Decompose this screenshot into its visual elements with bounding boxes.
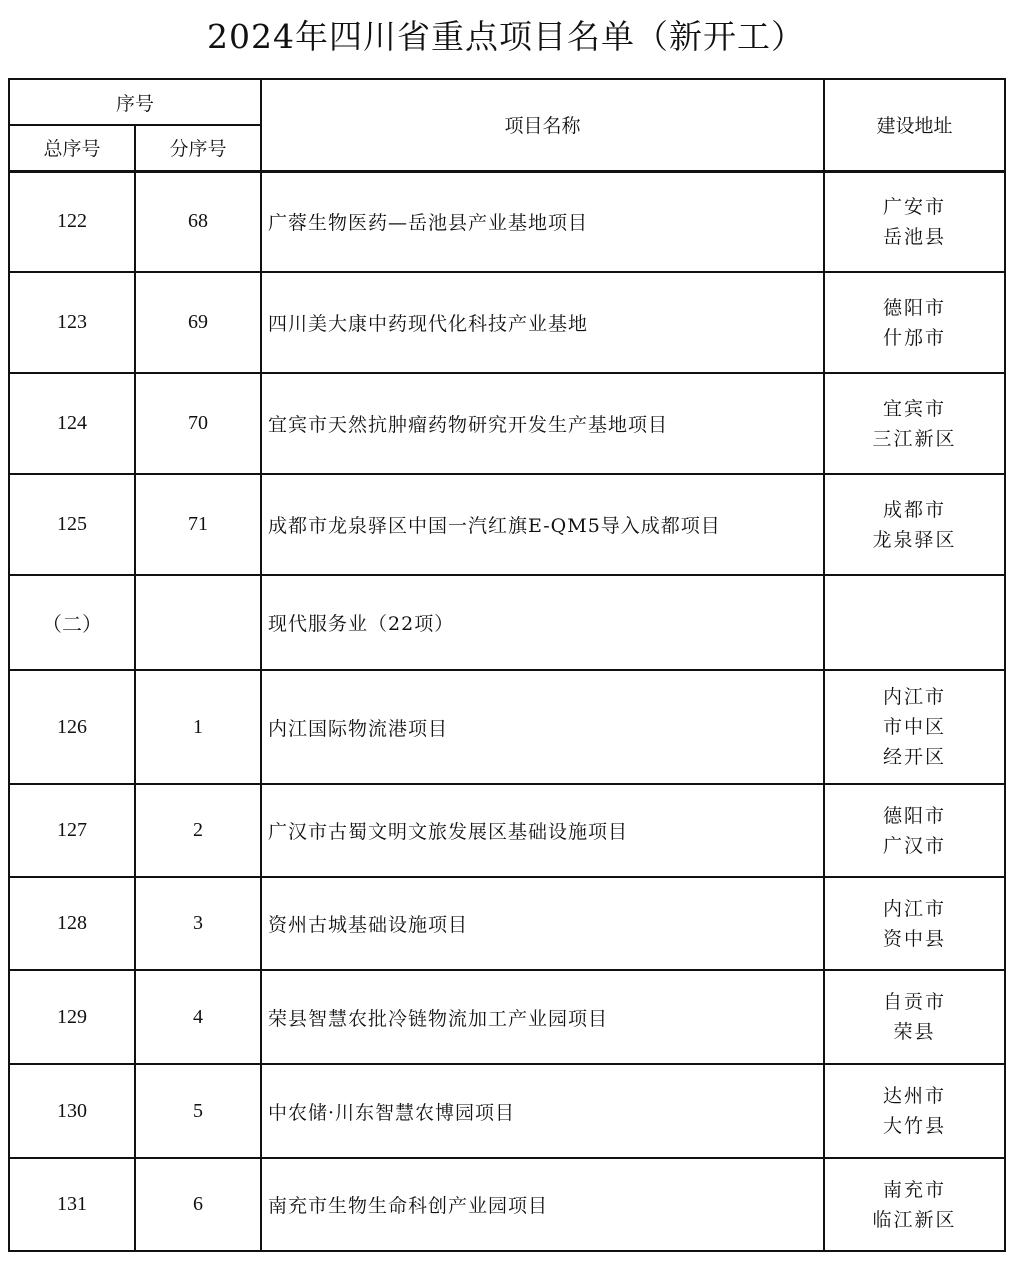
total-seq-cell: 131 (9, 1158, 135, 1251)
address-line: 市中区 (883, 716, 947, 738)
address-line: 成都市 (883, 498, 947, 521)
sub-seq-cell: 1 (135, 670, 261, 784)
total-seq-cell: 123 (9, 272, 135, 373)
address-line: 岳池县 (883, 225, 947, 248)
address-cell (824, 575, 1005, 670)
project-name-header: 项目名称 (261, 79, 824, 171)
address-line: 资中县 (883, 927, 947, 950)
sub-seq-cell: 69 (135, 272, 261, 373)
table-row (9, 877, 1005, 970)
address-cell (824, 474, 1005, 575)
project-name-cell: 南充市生物生命科创产业园项目 (261, 1158, 824, 1251)
table-row (9, 171, 1005, 272)
sub-seq-cell: 5 (135, 1064, 261, 1158)
address-line: 自贡市 (883, 991, 947, 1013)
total-seq-header: 总序号 (9, 125, 135, 171)
table-row (9, 784, 1005, 877)
address-cell (824, 171, 1005, 272)
address-line: 经开区 (883, 746, 947, 768)
address-cell (824, 877, 1005, 970)
project-name-cell: 内江国际物流港项目 (261, 670, 824, 784)
sub-seq-cell: 4 (135, 970, 261, 1064)
address-cell (824, 373, 1005, 474)
address-line: 三江新区 (872, 427, 957, 450)
sub-seq-cell: 68 (135, 171, 261, 272)
address-line: 临江新区 (872, 1208, 957, 1231)
total-seq-cell: 126 (9, 670, 135, 784)
address-cell (824, 1064, 1005, 1158)
project-name-cell: 广蓉生物医药—岳池县产业基地项目 (261, 171, 824, 272)
table-row (9, 474, 1005, 575)
project-name-cell: 资州古城基础设施项目 (261, 877, 824, 970)
total-seq-cell: 124 (9, 373, 135, 474)
address-cell (824, 272, 1005, 373)
address-line: 德阳市 (883, 296, 947, 319)
total-seq-cell: 125 (9, 474, 135, 575)
address-cell (824, 670, 1005, 784)
address-line: 达州市 (883, 1085, 947, 1107)
total-seq-cell: 128 (9, 877, 135, 970)
address-line: 什邡市 (883, 326, 947, 349)
address-line: 德阳市 (883, 804, 947, 827)
address-line: 南充市 (883, 1178, 947, 1201)
project-name-cell: 广汉市古蜀文明文旅发展区基础设施项目 (261, 784, 824, 877)
address-line: 内江市 (883, 897, 947, 920)
address-cell (824, 1158, 1005, 1251)
sub-seq-cell: 6 (135, 1158, 261, 1251)
table-row (9, 970, 1005, 1064)
total-seq-cell: 122 (9, 171, 135, 272)
total-seq-cell: 127 (9, 784, 135, 877)
address-line: 荣县 (893, 1021, 936, 1043)
project-name-cell: 现代服务业（22项） (261, 575, 824, 670)
table-row (9, 575, 1005, 670)
address-line: 大竹县 (883, 1115, 947, 1137)
table-row (9, 1158, 1005, 1251)
project-name-cell: 四川美大康中药现代化科技产业基地 (261, 272, 824, 373)
address-line: 广汉市 (883, 834, 947, 857)
address-header: 建设地址 (824, 79, 1005, 171)
total-seq-cell: 129 (9, 970, 135, 1064)
project-table (8, 78, 1006, 1252)
total-seq-cell: （二） (9, 575, 135, 670)
page-title: 2024年四川省重点项目名单（新开工） (207, 17, 805, 56)
project-name-cell: 荣县智慧农批冷链物流加工产业园项目 (261, 970, 824, 1064)
sub-seq-header: 分序号 (135, 125, 261, 171)
address-line: 龙泉驿区 (872, 528, 957, 551)
table-row (9, 670, 1005, 784)
seq-group-header: 序号 (9, 79, 261, 125)
address-line: 内江市 (883, 686, 947, 708)
sub-seq-cell: 70 (135, 373, 261, 474)
table-body (9, 171, 1005, 1251)
table-row (9, 272, 1005, 373)
address-line: 宜宾市 (883, 397, 947, 420)
project-name-cell: 宜宾市天然抗肿瘤药物研究开发生产基地项目 (261, 373, 824, 474)
sub-seq-cell: 2 (135, 784, 261, 877)
sub-seq-cell: 3 (135, 877, 261, 970)
sub-seq-cell (135, 575, 261, 670)
sub-seq-cell: 71 (135, 474, 261, 575)
project-name-cell: 成都市龙泉驿区中国一汽红旗E-QM5导入成都项目 (261, 474, 824, 575)
project-name-cell: 中农储·川东智慧农博园项目 (261, 1064, 824, 1158)
table-row (9, 373, 1005, 474)
total-seq-cell: 130 (9, 1064, 135, 1158)
address-line: 广安市 (883, 195, 947, 218)
table-row (9, 1064, 1005, 1158)
address-cell (824, 970, 1005, 1064)
address-cell (824, 784, 1005, 877)
